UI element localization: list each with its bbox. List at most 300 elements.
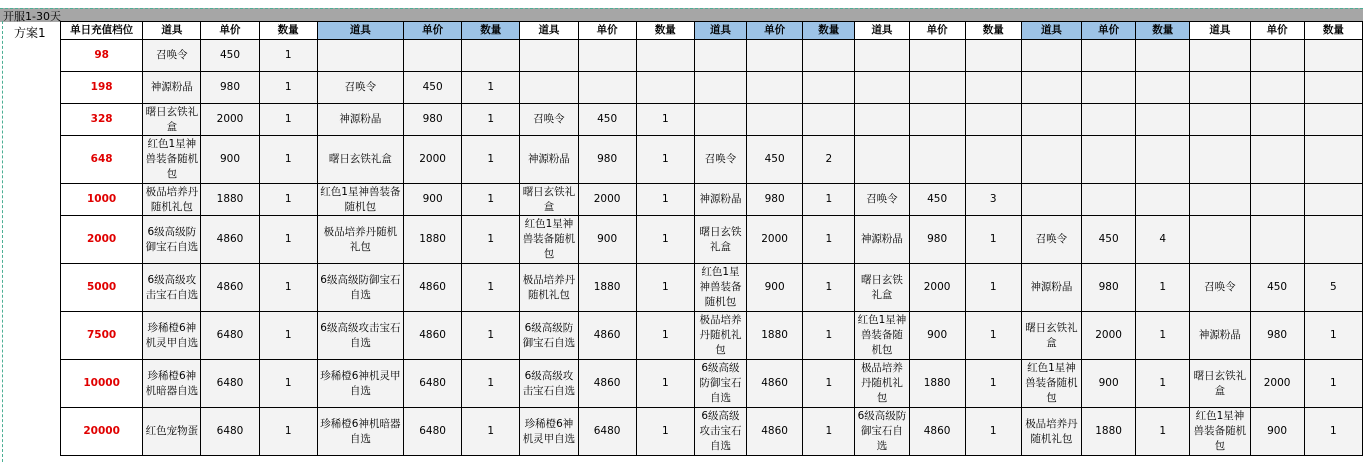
selection-border — [2, 21, 3, 462]
cell-text: 4860 — [419, 281, 446, 293]
table-cell[interactable] — [1190, 40, 1250, 72]
table-cell[interactable] — [462, 264, 520, 312]
table-cell[interactable] — [404, 184, 462, 216]
table-cell[interactable] — [747, 72, 803, 104]
table-cell[interactable] — [201, 216, 259, 264]
cell-text: 极品培养丹随机礼包 — [522, 273, 576, 301]
table-cell[interactable] — [636, 104, 694, 136]
cell-text: 召唤令 — [344, 81, 377, 93]
table-cell[interactable] — [803, 408, 855, 456]
table-cell[interactable] — [694, 104, 746, 136]
table-cell[interactable] — [965, 72, 1021, 104]
table-cell[interactable] — [855, 312, 909, 360]
table-cell[interactable] — [520, 72, 578, 104]
table-cell[interactable] — [201, 136, 259, 184]
header-cell[interactable]: 道具 — [317, 22, 403, 40]
table-cell[interactable] — [1136, 184, 1190, 216]
table-cell[interactable] — [520, 184, 578, 216]
table-cell[interactable] — [578, 136, 636, 184]
table-cell[interactable] — [317, 40, 403, 72]
header-cell[interactable]: 数量 — [803, 22, 855, 40]
cell-text: 1 — [487, 281, 495, 293]
table-cell[interactable] — [1304, 72, 1362, 104]
table-cell[interactable] — [259, 184, 317, 216]
cell-text: 980 — [1098, 281, 1119, 293]
table-cell[interactable] — [1021, 136, 1081, 184]
header-tier[interactable]: 单日充值档位 — [61, 22, 143, 40]
cell-text: 6级高级攻击宝石自选 — [699, 410, 742, 452]
table-cell[interactable] — [520, 216, 578, 264]
table-cell[interactable] — [201, 40, 259, 72]
table-cell[interactable] — [201, 264, 259, 312]
table-cell[interactable] — [143, 184, 201, 216]
cell-text: 6级高级防御宝石自选 — [522, 321, 576, 349]
table-cell[interactable] — [1082, 40, 1136, 72]
tier-cell[interactable]: 328 — [61, 104, 143, 136]
table-cell[interactable] — [462, 40, 520, 72]
table-cell[interactable] — [1136, 136, 1190, 184]
table-cell[interactable] — [1136, 312, 1190, 360]
table-cell[interactable] — [1250, 72, 1304, 104]
cell-text: 6480 — [419, 425, 446, 437]
table-cell[interactable] — [1304, 136, 1362, 184]
tier-cell[interactable]: 20000 — [61, 408, 143, 456]
table-cell[interactable] — [259, 264, 317, 312]
cell-text: 2000 — [593, 193, 621, 205]
cell-text: 1 — [1329, 329, 1337, 341]
cell-text: 极品培养丹随机礼包 — [1025, 417, 1078, 445]
cell-text: 1 — [284, 425, 292, 437]
table-cell[interactable] — [1250, 40, 1304, 72]
table-cell[interactable] — [143, 216, 201, 264]
cell-text: 2000 — [1095, 329, 1122, 341]
table-cell[interactable] — [462, 72, 520, 104]
cell-text: 2000 — [923, 281, 951, 293]
table-cell[interactable] — [965, 312, 1021, 360]
cell-text: 1 — [825, 281, 833, 293]
table-cell[interactable] — [803, 360, 855, 408]
table-cell[interactable] — [1250, 264, 1304, 312]
table-cell[interactable] — [1304, 360, 1362, 408]
cell-text: 1880 — [216, 193, 244, 205]
table-cell[interactable] — [462, 216, 520, 264]
table-cell[interactable] — [462, 136, 520, 184]
table-cell[interactable] — [1304, 104, 1362, 136]
table-cell[interactable] — [1136, 40, 1190, 72]
table-cell[interactable] — [578, 360, 636, 408]
table-cell[interactable] — [747, 40, 803, 72]
table-cell[interactable] — [520, 408, 578, 456]
table-cell[interactable] — [520, 104, 578, 136]
tier-cell[interactable]: 7500 — [61, 312, 143, 360]
table-cell[interactable] — [1250, 408, 1304, 456]
table-cell[interactable] — [404, 136, 462, 184]
cell-text: 6480 — [216, 329, 244, 341]
tier-cell[interactable]: 1000 — [61, 184, 143, 216]
header-cell[interactable]: 数量 — [259, 22, 317, 40]
table-cell[interactable] — [404, 216, 462, 264]
cell-text: 1880 — [593, 281, 621, 293]
table-cell[interactable] — [636, 216, 694, 264]
table-cell[interactable] — [747, 184, 803, 216]
table-cell[interactable] — [747, 360, 803, 408]
table-cell[interactable] — [143, 312, 201, 360]
table-cell[interactable] — [1136, 104, 1190, 136]
table-cell[interactable] — [578, 408, 636, 456]
table-cell[interactable] — [317, 360, 403, 408]
table-cell[interactable] — [259, 104, 317, 136]
header-cell[interactable]: 数量 — [636, 22, 694, 40]
table-cell[interactable] — [803, 312, 855, 360]
table-cell[interactable] — [1082, 360, 1136, 408]
table-cell[interactable] — [909, 264, 965, 312]
tier-cell[interactable]: 198 — [61, 72, 143, 104]
table-cell[interactable] — [1021, 184, 1081, 216]
table-cell[interactable] — [1136, 360, 1190, 408]
cell-text: 1 — [661, 281, 669, 293]
table-cell[interactable] — [694, 72, 746, 104]
table-cell[interactable] — [1190, 216, 1250, 264]
table-cell[interactable] — [803, 184, 855, 216]
cell-text: 1 — [661, 153, 669, 165]
header-cell[interactable]: 道具 — [143, 22, 201, 40]
table-cell[interactable] — [1021, 104, 1081, 136]
table-cell[interactable] — [1304, 216, 1362, 264]
header-cell[interactable]: 数量 — [1136, 22, 1190, 40]
tier-cell[interactable]: 2000 — [61, 216, 143, 264]
table-cell[interactable] — [578, 40, 636, 72]
table-row — [61, 264, 1363, 312]
table-cell[interactable] — [855, 40, 909, 72]
table-cell[interactable] — [909, 136, 965, 184]
table-cell[interactable] — [317, 264, 403, 312]
header-cell[interactable]: 单价 — [1082, 22, 1136, 40]
cell-text: 6级高级防御宝石自选 — [320, 273, 401, 301]
table-cell[interactable] — [259, 360, 317, 408]
table-cell[interactable] — [259, 72, 317, 104]
table-cell[interactable] — [747, 136, 803, 184]
table-cell[interactable] — [259, 136, 317, 184]
recharge-table — [60, 21, 1363, 456]
table-cell[interactable] — [855, 264, 909, 312]
table-cell[interactable] — [1250, 136, 1304, 184]
table-cell[interactable] — [520, 264, 578, 312]
cell-text: 450 — [927, 193, 948, 205]
cell-text: 1 — [1159, 281, 1167, 293]
table-cell[interactable] — [1304, 40, 1362, 72]
table-cell[interactable] — [1082, 72, 1136, 104]
table-cell[interactable] — [909, 184, 965, 216]
table-cell[interactable] — [1082, 216, 1136, 264]
table-cell[interactable] — [462, 408, 520, 456]
table-cell[interactable] — [1250, 216, 1304, 264]
tier-cell[interactable]: 648 — [61, 136, 143, 184]
cell-text: 1880 — [1095, 425, 1122, 437]
cell-text: 4860 — [419, 329, 446, 341]
table-cell[interactable] — [636, 360, 694, 408]
table-cell[interactable] — [694, 360, 746, 408]
table-cell[interactable] — [1250, 312, 1304, 360]
cell-text: 2000 — [1263, 377, 1291, 389]
table-cell[interactable] — [965, 40, 1021, 72]
table-cell[interactable] — [694, 184, 746, 216]
header-cell[interactable]: 单价 — [404, 22, 462, 40]
table-cell[interactable] — [317, 408, 403, 456]
table-cell[interactable] — [636, 40, 694, 72]
table-cell[interactable] — [578, 72, 636, 104]
table-cell[interactable] — [855, 104, 909, 136]
table-cell[interactable] — [1136, 264, 1190, 312]
table-cell[interactable] — [1136, 72, 1190, 104]
table-cell[interactable] — [143, 136, 201, 184]
table-cell[interactable] — [143, 360, 201, 408]
table-cell[interactable] — [747, 408, 803, 456]
table-cell[interactable] — [965, 408, 1021, 456]
cell-text: 4860 — [761, 377, 788, 389]
table-cell[interactable] — [694, 312, 746, 360]
plan-label: 方案1 — [14, 26, 46, 40]
table-cell[interactable] — [1190, 408, 1250, 456]
cell-text: 1 — [825, 329, 833, 341]
header-cell[interactable]: 数量 — [1304, 22, 1362, 40]
table-cell[interactable] — [1082, 104, 1136, 136]
table-cell[interactable] — [855, 184, 909, 216]
table-cell[interactable] — [909, 40, 965, 72]
sheet-title: 开服1-30天 — [3, 10, 61, 23]
table-cell[interactable] — [201, 408, 259, 456]
table-cell[interactable] — [747, 104, 803, 136]
table-cell[interactable] — [803, 72, 855, 104]
header-cell[interactable]: 数量 — [965, 22, 1021, 40]
cell-text: 召唤令 — [1035, 233, 1068, 245]
table-cell[interactable] — [1136, 408, 1190, 456]
table-cell[interactable] — [1190, 136, 1250, 184]
table-cell[interactable] — [636, 72, 694, 104]
table-cell[interactable] — [803, 136, 855, 184]
table-cell[interactable] — [1136, 216, 1190, 264]
table-cell[interactable] — [965, 264, 1021, 312]
table-cell[interactable] — [636, 136, 694, 184]
table-cell[interactable] — [143, 408, 201, 456]
table-cell[interactable] — [462, 184, 520, 216]
table-cell[interactable] — [855, 360, 909, 408]
header-cell[interactable]: 单价 — [1250, 22, 1304, 40]
tier-cell[interactable]: 5000 — [61, 264, 143, 312]
table-cell[interactable] — [803, 104, 855, 136]
table-cell[interactable] — [855, 408, 909, 456]
table-row — [61, 408, 1363, 456]
header-cell[interactable]: 道具 — [1190, 22, 1250, 40]
table-cell[interactable] — [1250, 184, 1304, 216]
table-cell[interactable] — [909, 360, 965, 408]
table-cell[interactable] — [143, 104, 201, 136]
table-cell[interactable] — [404, 104, 462, 136]
table-cell[interactable] — [1190, 264, 1250, 312]
table-cell[interactable] — [694, 216, 746, 264]
cell-text: 曙日玄铁礼盒 — [860, 273, 903, 301]
table-cell[interactable] — [520, 312, 578, 360]
tier-cell[interactable]: 98 — [61, 40, 143, 72]
table-cell[interactable] — [404, 72, 462, 104]
header-cell[interactable]: 道具 — [520, 22, 578, 40]
table-cell[interactable] — [578, 264, 636, 312]
cell-text: 召唤令 — [704, 153, 737, 165]
header-cell[interactable]: 单价 — [909, 22, 965, 40]
table-cell[interactable] — [404, 360, 462, 408]
table-cell[interactable] — [201, 72, 259, 104]
table-cell[interactable] — [201, 104, 259, 136]
table-cell[interactable] — [201, 360, 259, 408]
table-cell[interactable] — [1082, 312, 1136, 360]
table-cell[interactable] — [1021, 72, 1081, 104]
cell-text: 1 — [825, 193, 833, 205]
table-cell[interactable] — [1190, 360, 1250, 408]
table-cell[interactable] — [803, 264, 855, 312]
table-cell[interactable] — [1021, 264, 1081, 312]
table-cell[interactable] — [1304, 264, 1362, 312]
table-cell[interactable] — [747, 216, 803, 264]
table-cell[interactable] — [317, 184, 403, 216]
table-cell[interactable] — [855, 216, 909, 264]
table-cell[interactable] — [909, 104, 965, 136]
table-cell[interactable] — [694, 136, 746, 184]
table-cell[interactable] — [965, 360, 1021, 408]
table-cell[interactable] — [317, 312, 403, 360]
table-cell[interactable] — [1304, 408, 1362, 456]
cell-text: 神源粉晶 — [527, 153, 570, 165]
table-cell[interactable] — [747, 312, 803, 360]
table-cell[interactable] — [965, 216, 1021, 264]
table-cell[interactable] — [909, 408, 965, 456]
table-cell[interactable] — [201, 312, 259, 360]
cell-text: 980 — [764, 193, 785, 205]
table-cell[interactable] — [694, 408, 746, 456]
table-cell[interactable] — [520, 40, 578, 72]
table-cell[interactable] — [404, 264, 462, 312]
table-cell[interactable] — [803, 216, 855, 264]
table-cell[interactable] — [259, 40, 317, 72]
cell-text: 1 — [487, 153, 495, 165]
cell-text: 1 — [487, 377, 495, 389]
table-cell[interactable] — [317, 104, 403, 136]
cell-text: 极品培养丹随机礼包 — [323, 225, 398, 253]
table-cell[interactable] — [1190, 184, 1250, 216]
table-cell[interactable] — [317, 72, 403, 104]
table-cell[interactable] — [965, 136, 1021, 184]
cell-text: 980 — [597, 153, 618, 165]
table-cell[interactable] — [259, 408, 317, 456]
header-cell[interactable]: 单价 — [201, 22, 259, 40]
table-cell[interactable] — [1190, 72, 1250, 104]
cell-text: 450 — [219, 49, 241, 61]
table-cell[interactable] — [636, 184, 694, 216]
table-cell[interactable] — [1021, 360, 1081, 408]
table-cell[interactable] — [317, 216, 403, 264]
cell-text: 6480 — [216, 425, 244, 437]
table-cell[interactable] — [636, 264, 694, 312]
table-cell[interactable] — [965, 104, 1021, 136]
tier-cell[interactable]: 10000 — [61, 360, 143, 408]
cell-text: 珍稀橙6神机灵甲自选 — [522, 417, 576, 445]
cell-text: 1 — [661, 113, 669, 125]
table-cell[interactable] — [259, 216, 317, 264]
table-cell[interactable] — [404, 312, 462, 360]
table-cell[interactable] — [520, 360, 578, 408]
cell-text: 1 — [284, 49, 292, 61]
table-cell[interactable] — [520, 136, 578, 184]
table-cell[interactable] — [803, 40, 855, 72]
table-cell[interactable] — [462, 312, 520, 360]
cell-text: 1 — [989, 425, 997, 437]
table-cell[interactable] — [462, 360, 520, 408]
table-cell[interactable] — [1190, 312, 1250, 360]
cell-text: 珍稀橙6神机暗器自选 — [320, 417, 401, 445]
header-cell[interactable]: 道具 — [694, 22, 746, 40]
table-cell[interactable] — [462, 104, 520, 136]
table-cell[interactable] — [578, 184, 636, 216]
table-row — [61, 72, 1363, 104]
table-cell[interactable] — [578, 312, 636, 360]
table-cell[interactable] — [1304, 184, 1362, 216]
table-cell[interactable] — [1082, 136, 1136, 184]
table-cell[interactable] — [1082, 184, 1136, 216]
table-cell[interactable] — [855, 136, 909, 184]
header-cell[interactable]: 道具 — [1021, 22, 1081, 40]
table-cell[interactable] — [404, 408, 462, 456]
table-cell[interactable] — [143, 264, 201, 312]
table-cell[interactable] — [1082, 264, 1136, 312]
table-cell[interactable] — [143, 72, 201, 104]
table-cell[interactable] — [143, 40, 201, 72]
table-cell[interactable] — [1250, 360, 1304, 408]
table-cell[interactable] — [578, 104, 636, 136]
cell-text: 6级高级防御宝石自选 — [699, 362, 742, 404]
table-cell[interactable] — [965, 184, 1021, 216]
header-cell[interactable]: 数量 — [462, 22, 520, 40]
table-cell[interactable] — [909, 216, 965, 264]
table-cell[interactable] — [909, 72, 965, 104]
table-cell[interactable] — [317, 136, 403, 184]
table-cell[interactable] — [404, 40, 462, 72]
table-cell[interactable] — [201, 184, 259, 216]
table-cell[interactable] — [259, 312, 317, 360]
table-cell[interactable] — [1190, 104, 1250, 136]
table-cell[interactable] — [694, 40, 746, 72]
table-cell[interactable] — [1082, 408, 1136, 456]
table-cell[interactable] — [578, 216, 636, 264]
table-cell[interactable] — [909, 312, 965, 360]
table-cell[interactable] — [1021, 408, 1081, 456]
table-cell[interactable] — [1021, 312, 1081, 360]
header-cell[interactable]: 道具 — [855, 22, 909, 40]
header-cell[interactable]: 单价 — [578, 22, 636, 40]
table-cell[interactable] — [1021, 216, 1081, 264]
cell-text: 1 — [1329, 425, 1337, 437]
table-cell[interactable] — [1021, 40, 1081, 72]
table-cell[interactable] — [1250, 104, 1304, 136]
table-cell[interactable] — [636, 312, 694, 360]
cell-text: 红色1星神兽装备随机包 — [1193, 410, 1247, 452]
table-cell[interactable] — [855, 72, 909, 104]
cell-text: 450 — [597, 113, 618, 125]
table-cell[interactable] — [636, 408, 694, 456]
cell-text: 红色1星神兽装备随机包 — [699, 266, 742, 308]
table-cell[interactable] — [747, 264, 803, 312]
sheet-title-bar[interactable] — [0, 8, 1363, 22]
header-cell[interactable]: 单价 — [747, 22, 803, 40]
table-cell[interactable] — [694, 264, 746, 312]
table-cell[interactable] — [1304, 312, 1362, 360]
